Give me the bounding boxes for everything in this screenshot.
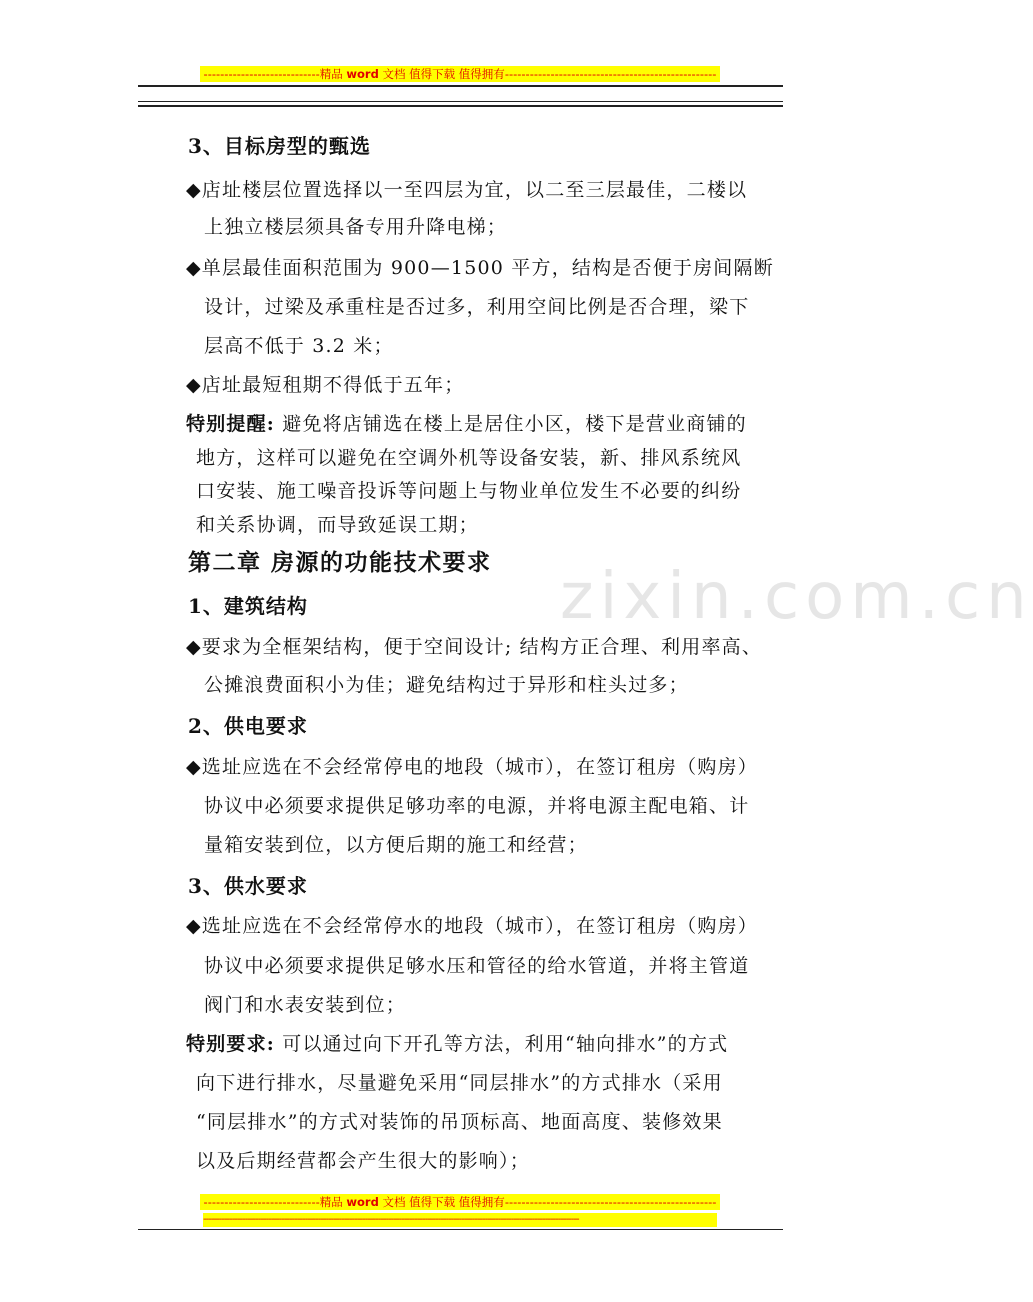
note-requirement-line3: “同层排水”的方式对装饰的吊顶标高、地面高度、装修效果: [196, 1111, 723, 1133]
section-title-target-room: 3、目标房型的甄选: [188, 134, 371, 158]
paragraph-structure-line1: ◆要求为全框架结构，便于空间设计; 结构方正合理、利用率高、: [186, 636, 763, 658]
footer-dash-line: ------------------------------------------------------------------------------------------------------------------------------------------------: [203, 1213, 717, 1227]
note-requirement-line4: 以及后期经营都会产生很大的影响）；: [196, 1150, 530, 1172]
header-word: word: [346, 67, 379, 81]
header-prefix: 精品: [319, 67, 347, 81]
footer-dashes-left: ----------------------------: [203, 1195, 320, 1209]
note-requirement-line2: 向下进行排水，尽量避免采用“同层排水”的方式排水（采用: [196, 1072, 723, 1094]
paragraph-water-line1: ◆选址应选在不会经常停水的地段（城市），在签订租房（购房）: [186, 915, 758, 937]
paragraph-area-line3: 层高不低于 3.2 米；: [204, 335, 394, 357]
header-rule-thin: [138, 101, 783, 102]
note-reminder-line4: 和关系协调，而导致延误工期；: [196, 514, 479, 536]
paragraph-power-line1: ◆选址应选在不会经常停电的地段（城市），在签订租房（购房）: [186, 756, 758, 778]
footer-dashes-right: ---------------------------------------------------: [504, 1195, 717, 1209]
note-requirement-label: 特别要求:: [186, 1033, 276, 1055]
header-dashes-right: ---------------------------------------------------: [504, 67, 717, 81]
note-reminder-label: 特别提醒:: [186, 413, 276, 435]
note-reminder-line1: [186, 409, 747, 436]
note-requirement-text: 可以通过向下开孔等方法，利用“轴向排水”的方式: [275, 1033, 729, 1055]
paragraph-area-line2: 设计，过梁及承重柱是否过多，利用空间比例是否合理，梁下: [204, 296, 750, 318]
footer-banner: [200, 1194, 720, 1210]
header-suffix: 文档 值得下载 值得拥有: [378, 67, 505, 81]
footer-prefix: 精品: [319, 1195, 347, 1209]
footer-word: word: [346, 1195, 379, 1209]
note-reminder-line2: 地方，这样可以避免在空调外机等设备安装，新、排风系统风: [196, 447, 742, 469]
section-title-structure: 1、建筑结构: [188, 594, 308, 618]
note-reminder-line3: 口安装、施工噪音投诉等问题上与物业单位发生不必要的纠纷: [196, 480, 742, 502]
chapter-title: 第二章 房源的功能技术要求: [188, 549, 492, 576]
section-title-water: 3、供水要求: [188, 874, 308, 898]
paragraph-power-line3: 量箱安装到位，以方便后期的施工和经营；: [204, 834, 588, 856]
paragraph-area-line1: ◆单层最佳面积范围为 900—1500 平方，结构是否便于房间隔断: [186, 257, 774, 279]
header-rule: [138, 85, 783, 87]
header-dashes-left: ----------------------------: [203, 67, 320, 81]
paragraph-floor-line1: ◆店址楼层位置选择以一至四层为宜，以二至三层最佳，二楼以: [186, 179, 748, 201]
paragraph-water-line2: 协议中必须要求提供足够水压和管径的给水管道，并将主管道: [204, 955, 750, 977]
paragraph-structure-line2: 公摊浪费面积小为佳；避免结构过于异形和柱头过多；: [204, 674, 689, 696]
note-reminder-text: 避免将店铺选在楼上是居住小区，楼下是营业商铺的: [275, 413, 747, 435]
footer-suffix: 文档 值得下载 值得拥有: [378, 1195, 505, 1209]
paragraph-lease: ◆店址最短租期不得低于五年；: [186, 374, 465, 396]
paragraph-floor-line2: 上独立楼层须具备专用升降电梯；: [204, 216, 508, 238]
header-banner: [200, 66, 720, 82]
paragraph-water-line3: 阀门和水表安装到位；: [204, 994, 407, 1016]
header-rule-thick: [138, 105, 783, 107]
section-title-power: 2、供电要求: [188, 714, 308, 738]
note-requirement-line1: [186, 1029, 728, 1056]
paragraph-power-line2: 协议中必须要求提供足够功率的电源，并将电源主配电箱、计: [204, 795, 750, 817]
watermark: zixin.com.cn: [560, 560, 1033, 634]
footer-rule: [138, 1229, 783, 1230]
